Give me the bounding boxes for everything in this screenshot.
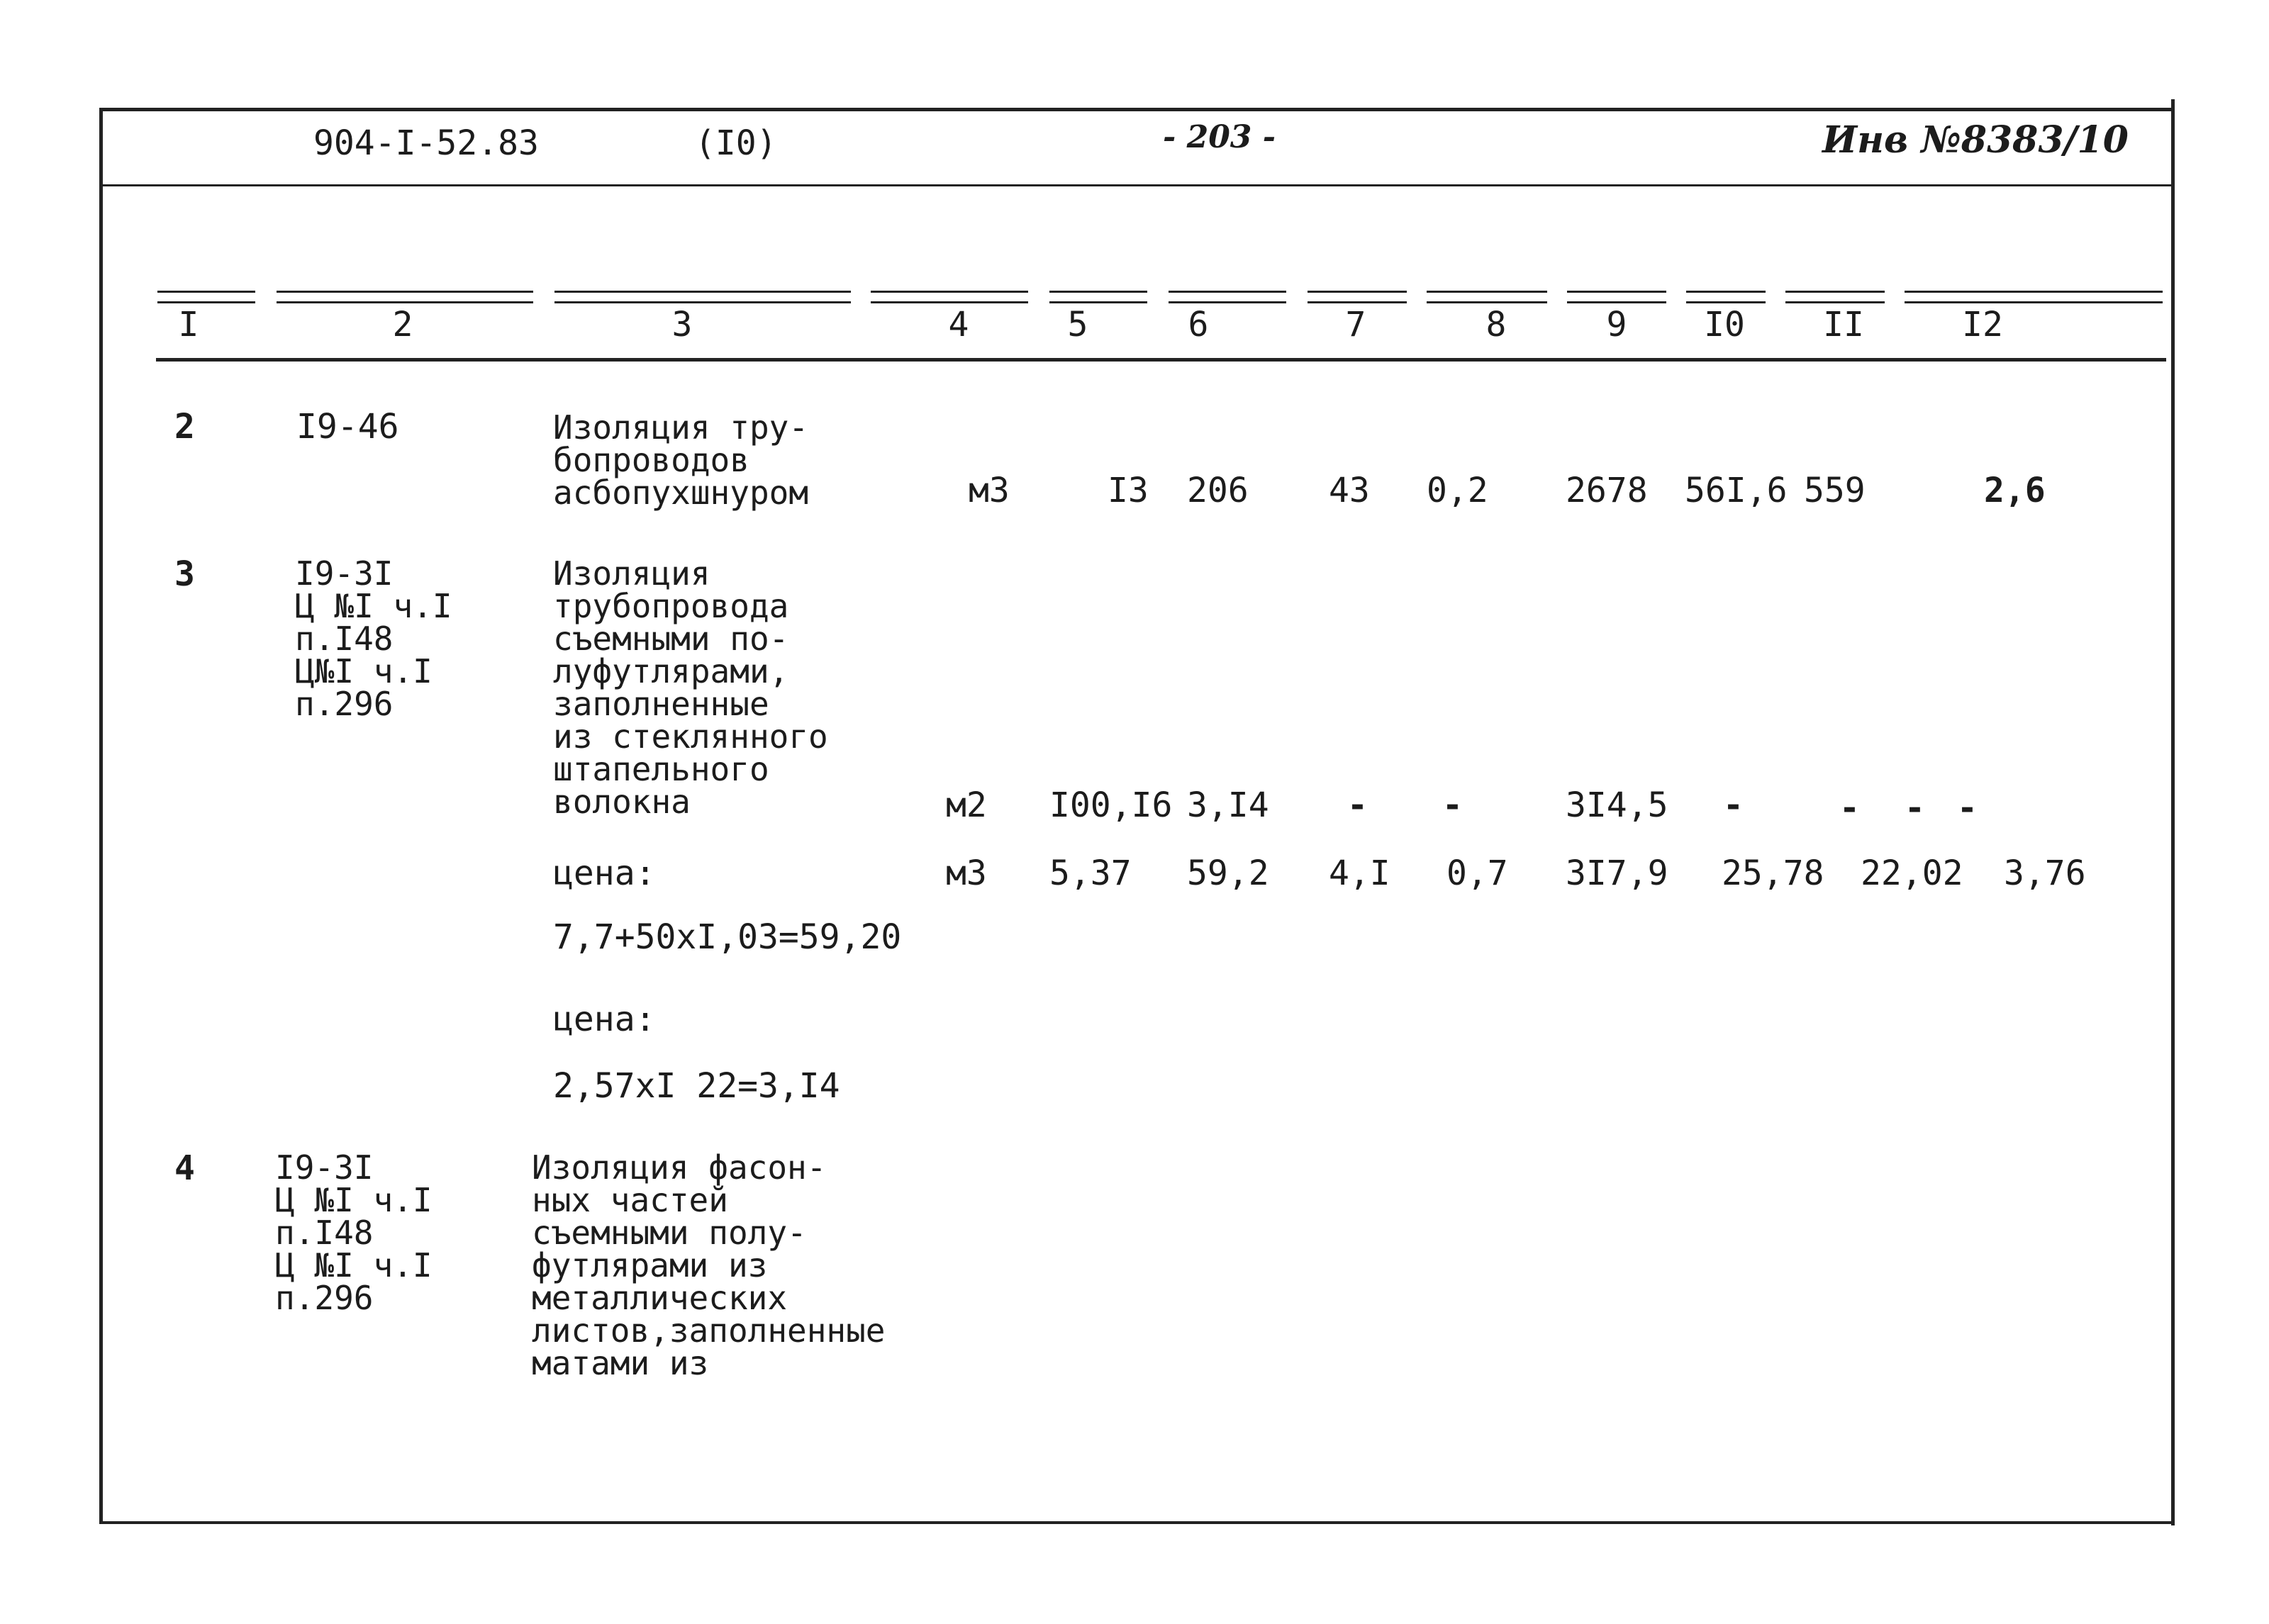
column-header-7: 7 — [1345, 305, 1366, 345]
row-3-price-col9: 3I7,9 — [1566, 853, 1668, 893]
page-number: - 203 - — [1163, 119, 1276, 155]
row-2-col11: 559 — [1804, 471, 1866, 510]
row-3-col6: 3,I4 — [1187, 785, 1269, 825]
row-3-unit: м2 — [946, 785, 987, 825]
column-rule-6 — [1169, 291, 1286, 303]
row-2-col6: 206 — [1187, 471, 1249, 510]
header-separator — [101, 184, 2174, 186]
column-rule-1 — [157, 291, 255, 303]
row-2-unit: м3 — [969, 471, 1010, 510]
column-header-10: I0 — [1704, 305, 1745, 345]
row-3-price-unit: м3 — [946, 853, 987, 893]
row-2-col10: 56I,6 — [1685, 471, 1788, 510]
column-rule-8 — [1427, 291, 1547, 303]
row-3-price-label: цена: — [553, 853, 656, 893]
column-rule-12 — [1905, 291, 2163, 303]
row-2-col8: 0,2 — [1427, 471, 1488, 510]
row-3-number: 3 — [174, 554, 195, 594]
column-header-12: I2 — [1962, 305, 2003, 345]
column-header-3: 3 — [671, 305, 693, 345]
column-header-2: 2 — [392, 305, 413, 345]
row-2-col5: I3 — [1108, 471, 1149, 510]
column-rule-7 — [1308, 291, 1407, 303]
row-3-col11b: - — [1905, 788, 1925, 828]
row-3-price-col8: 0,7 — [1446, 853, 1508, 893]
row-2-col7: 43 — [1329, 471, 1370, 510]
row-3-price-label-2: цена: — [553, 999, 656, 1039]
row-3-code: I9-3I Ц №I ч.I п.I48 Ц№I ч.I п.296 — [295, 554, 452, 723]
frame-top-border — [101, 108, 2174, 111]
column-header-5: 5 — [1067, 305, 1088, 345]
column-rule-5 — [1049, 291, 1147, 303]
row-3-price-col10: 25,78 — [1722, 853, 1824, 893]
row-2-number: 2 — [174, 407, 195, 447]
frame-left-border — [99, 108, 103, 1524]
column-header-1: I — [178, 305, 199, 345]
column-rule-4 — [871, 291, 1028, 303]
row-3-col8: - — [1442, 785, 1463, 825]
section-number: (I0) — [695, 123, 777, 163]
column-header-4: 4 — [948, 305, 969, 345]
column-header-6: 6 — [1188, 305, 1209, 345]
row-3-col5: I00,I6 — [1049, 785, 1173, 825]
document-code: 904-I-52.83 — [313, 123, 539, 163]
row-4-description: Изоляция фасон- ных частей съемными полу- футлярами из металлических листов,заполненные матами из — [532, 1148, 886, 1382]
column-rule-10 — [1686, 291, 1766, 303]
row-3-price-col6: 59,2 — [1187, 853, 1269, 893]
row-3-description: Изоляция трубопровода съемными по- луфутлярами, заполненные из стеклянного штапельного волокна — [553, 554, 828, 821]
inventory-number: Инв №8383/10 — [1822, 118, 2129, 162]
column-rule-2 — [277, 291, 533, 303]
row-3-price-col7: 4,I — [1329, 853, 1390, 893]
row-3-price-col12: 3,76 — [2004, 853, 2086, 893]
column-header-8: 8 — [1485, 305, 1507, 345]
row-4-number: 4 — [174, 1148, 195, 1188]
frame-bottom-border — [101, 1521, 2174, 1524]
row-3-price-col5: 5,37 — [1049, 853, 1132, 893]
row-3-col7: - — [1347, 785, 1368, 825]
row-3-formula-1: 7,7+50хI,03=59,20 — [553, 917, 902, 957]
row-3-price-col11: 22,02 — [1861, 853, 1963, 893]
row-3-formula-2: 2,57хI 22=3,I4 — [553, 1066, 840, 1106]
column-rule-9 — [1567, 291, 1666, 303]
column-rule-11 — [1785, 291, 1885, 303]
header-bottom-rule — [156, 358, 2166, 362]
column-header-11: II — [1823, 305, 1864, 345]
frame-right-border — [2171, 99, 2175, 1525]
column-rule-3 — [554, 291, 851, 303]
row-2-col9: 2678 — [1566, 471, 1648, 510]
row-4-code: I9-3I Ц №I ч.I п.I48 Ц №I ч.I п.296 — [275, 1148, 433, 1317]
row-2-col12: 2,6 — [1984, 471, 2046, 510]
row-2-description: Изоляция тру- бопроводов асбопухшнуром — [553, 408, 809, 512]
row-3-col11: - — [1839, 788, 1860, 828]
row-3-col10: - — [1723, 785, 1744, 825]
row-3-col12: - — [1957, 788, 1978, 828]
column-header-9: 9 — [1606, 305, 1627, 345]
row-2-code: I9-46 — [296, 407, 399, 447]
row-3-col9: 3I4,5 — [1566, 785, 1668, 825]
